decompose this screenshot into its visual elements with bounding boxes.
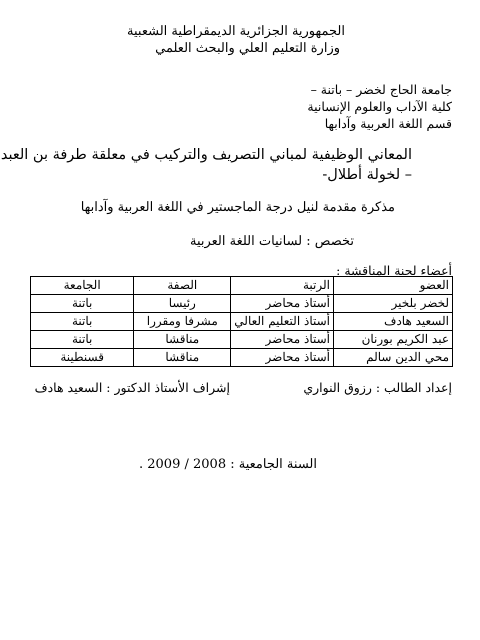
committee-table [30, 276, 453, 367]
member-name: عبد الكريم بورنان [334, 331, 453, 349]
member-name: لخضر بلخير [334, 295, 453, 313]
column-header-university: الجامعة [31, 277, 134, 295]
department-line: قسم اللغة العربية وآدابها [324, 116, 452, 131]
column-header-role: الصفة [134, 277, 231, 295]
faculty-line: كلية الآداب والعلوم الإنسانية [307, 99, 452, 114]
specialization: تخصص : لسانيات اللغة العربية [189, 234, 354, 249]
thesis-title-line-1: المعاني الوظيفية لمباني التصريف والتركيب في معلقة طرفة بن العبد [0, 147, 412, 163]
member-rank: أستاذ محاضر [231, 295, 334, 313]
column-header-rank: الرتبة [231, 277, 334, 295]
table-row [31, 313, 453, 331]
member-role: رئيسا [134, 295, 231, 313]
republic-line: الجمهورية الجزائرية الديمقراطية الشعبية [127, 24, 345, 39]
table-row [31, 331, 453, 349]
table-row [31, 295, 453, 313]
member-rank: أستاذ محاضر [231, 331, 334, 349]
table-row [31, 349, 453, 367]
supervisor-credit: إشراف الأستاذ الدكتور : السعيد هادف [34, 380, 230, 395]
member-rank: أستاذ التعليم العالي [231, 313, 334, 331]
column-header-member: العضو [334, 277, 453, 295]
committee-header-row [31, 277, 453, 295]
member-university: باتنة [31, 331, 134, 349]
member-name: محي الدين سالم [334, 349, 453, 367]
thesis-purpose: مذكرة مقدمة لنيل درجة الماجستير في اللغة العربية وآدابها [80, 200, 395, 215]
thesis-title-line-2: – لخولة أطلال- [322, 167, 412, 183]
member-university: قسنطينة [31, 349, 134, 367]
committee-heading: أعضاء لجنة المناقشة : [336, 263, 452, 278]
member-role: مشرفا ومقررا [134, 313, 231, 331]
member-university: باتنة [31, 313, 134, 331]
member-university: باتنة [31, 295, 134, 313]
academic-year: السنة الجامعية : 2008 / 2009 . [138, 457, 317, 472]
member-rank: أستاذ محاضر [231, 349, 334, 367]
student-credit: إعداد الطالب : رزوق النواري [303, 380, 452, 395]
member-name: السعيد هادف [334, 313, 453, 331]
member-role: مناقشا [134, 349, 231, 367]
university-line: جامعة الحاج لخضر – باتنة – [310, 82, 452, 97]
member-role: مناقشا [134, 331, 231, 349]
ministry-line: وزارة التعليم العلي والبحث العلمي [155, 41, 340, 56]
